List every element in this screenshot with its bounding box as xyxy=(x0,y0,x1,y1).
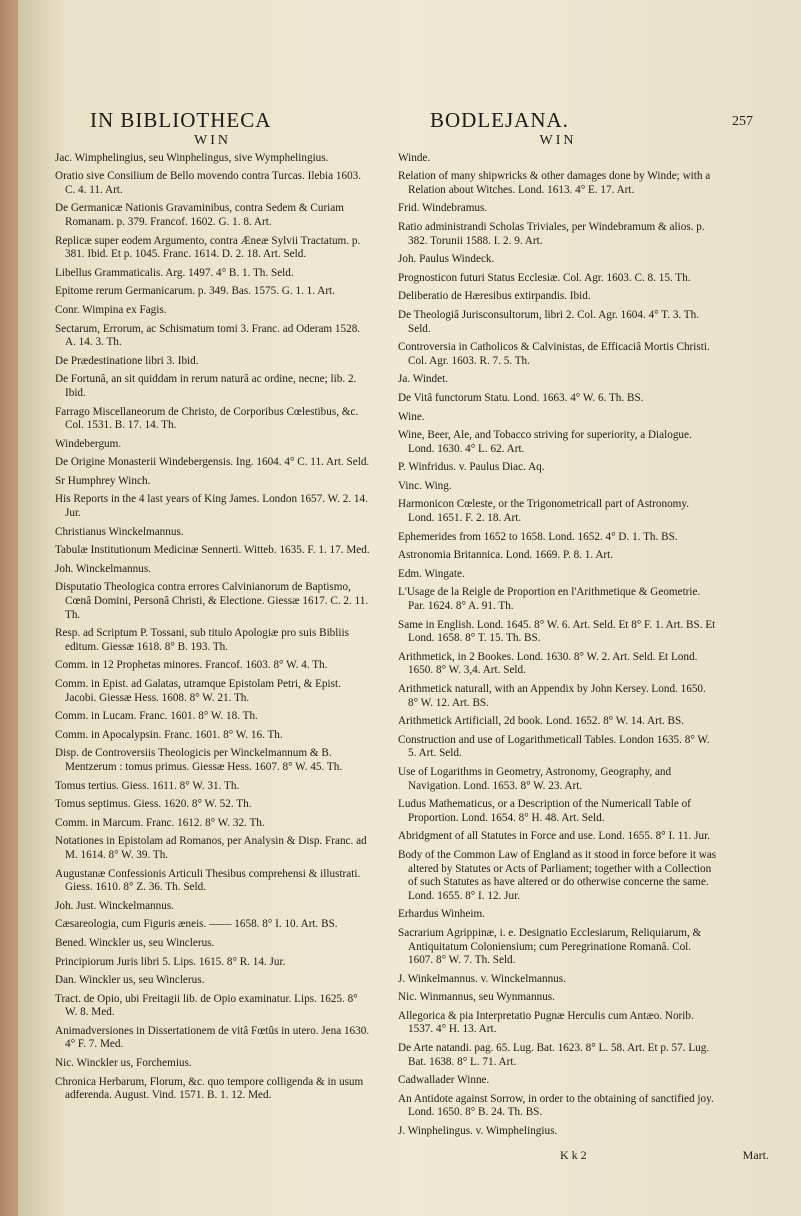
left-catalogue-entry: Principiorum Juris libri 5. Lips. 1615. 8° R. 14. Jur. xyxy=(55,955,286,968)
left-column-title: WIN xyxy=(194,133,231,148)
left-catalogue-entry: Christianus Winckelmannus. xyxy=(55,525,184,538)
right-catalogue-entry: Nic. Winmannus, seu Wynmannus. xyxy=(398,991,555,1004)
right-catalogue-entry: Ratio administrandi Scholas Triviales, per Windebramum & alios. p. 382. Torunii 1588. I. 2. 9. Art. xyxy=(398,220,705,247)
left-catalogue-entry: Replicæ super eodem Argumento, contra Æneæ Sylvii Tractatum. p. 381. Ibid. Et p. 1045. Franc. 1614. D. 2. 18. Art. Seld. xyxy=(55,234,361,261)
left-catalogue-entry: De Origine Monasterii Windebergensis. Ing. 1604. 4° C. 11. Art. Seld. xyxy=(55,456,370,469)
right-catalogue-entry: Arithmetick, in 2 Bookes. Lond. 1630. 8° W. 2. Art. Seld. Et Lond. 1650. 8° W. 3,4. Art. Seld. xyxy=(398,650,698,677)
right-catalogue-entry: Astronomia Britannica. Lond. 1669. P. 8. 1. Art. xyxy=(398,549,614,562)
left-catalogue-entry: Animadversiones in Dissertationem de vitâ Fœtûs in utero. Jena 1630. 4° F. 7. Med. xyxy=(55,1024,370,1051)
right-catalogue-entry: Body of the Common Law of England as it stood in force before it was altered by Statutes or Acts of Parliament; together with a Collection of such Statutes as have altered or do otherwise concerne the same. Lond. 1655. 8° I. 12. Jur. xyxy=(398,848,717,902)
right-catalogue-entry: Erhardus Winheim. xyxy=(398,908,485,921)
right-entry-list xyxy=(398,152,718,1139)
right-catalogue-entry: J. Winphelingus. v. Wimphelingius. xyxy=(398,1125,558,1138)
left-catalogue-entry: Epitome rerum Germanicarum. p. 349. Bas. 1575. G. 1. 1. Art. xyxy=(55,285,335,298)
right-catalogue-entry: Frid. Windebramus. xyxy=(398,202,488,215)
right-catalogue-entry: Same in English. Lond. 1645. 8° W. 6. Art. Seld. Et 8° F. 1. Art. BS. Et Lond. 1658. 8° T. 15. Th. BS. xyxy=(398,618,716,645)
left-catalogue-entry: His Reports in the 4 last years of King James. London 1657. W. 2. 14. Jur. xyxy=(55,493,368,520)
right-catalogue-entry: Use of Logarithms in Geometry, Astronomy, Geography, and Navigation. Lond. 1653. 8° W. 23. Art. xyxy=(398,765,672,792)
left-catalogue-entry: Bened. Winckler us, seu Winclerus. xyxy=(55,936,215,949)
left-catalogue-entry: Chronica Herbarum, Florum, &c. quo tempore colligenda & in usum adferenda. August. Vind. 1571. B. 1. 12. Med. xyxy=(55,1075,364,1102)
header-right: BODLEJANA. xyxy=(430,108,569,132)
right-catalogue-entry: Relation of many shipwricks & other damages done by Winde; with a Relation about Witches. Lond. 1613. 4° E. 17. Art. xyxy=(398,170,711,196)
left-catalogue-entry: Disp. de Controversiis Theologicis per Winckelmannum & B. Mentzerum : tomus primus. Giessæ Hess. 1607. 8° W. 45. Th. xyxy=(55,747,343,773)
right-catalogue-entry: Abridgment of all Statutes in Force and use. Lond. 1655. 8° I. 11. Jur. xyxy=(398,830,710,843)
left-catalogue-entry: Jac. Wimphelingius, seu Winphelingus, sive Wymphelingius. xyxy=(55,151,329,164)
right-catalogue-entry: Winde. xyxy=(398,151,431,164)
left-catalogue-entry: Comm. in 12 Prophetas minores. Francof. 1603. 8° W. 4. Th. xyxy=(55,659,328,672)
right-catalogue-entry: Sacrarium Agrippinæ, i. e. Designatio Ecclesiarum, Reliquiarum, & Antiquitatum Coloniensium; cum Peregrinatione Romanâ. Col. 1607. 8° W. 7. Th. Seld. xyxy=(398,926,702,967)
right-catalogue-entry: J. Winkelmannus. v. Winckelmannus. xyxy=(398,972,566,985)
left-catalogue-entry: Joh. Winckelmannus. xyxy=(55,562,151,575)
right-column xyxy=(398,134,718,1144)
page-footer xyxy=(560,1148,769,1163)
right-catalogue-entry: Wine. xyxy=(398,410,425,423)
right-catalogue-entry: Deliberatio de Hæresibus extirpandis. Ibid. xyxy=(398,290,591,303)
left-catalogue-entry: Comm. in Apocalypsin. Franc. 1601. 8° W. 16. Th. xyxy=(55,728,283,741)
header-left: IN BIBLIOTHECA xyxy=(90,108,272,132)
left-catalogue-entry: Comm. in Lucam. Franc. 1601. 8° W. 18. Th. xyxy=(55,710,258,723)
left-catalogue-entry: De Fortunâ, an sit quiddam in rerum naturâ ac ordine, necne; lib. 2. Ibid. xyxy=(55,373,357,399)
left-catalogue-entry: Sr Humphrey Winch. xyxy=(55,474,151,487)
left-catalogue-entry: Tomus septimus. Giess. 1620. 8° W. 52. Th. xyxy=(55,798,252,811)
right-catalogue-entry: Ephemerides from 1652 to 1658. Lond. 1652. 4° D. 1. Th. BS. xyxy=(398,530,678,543)
left-catalogue-entry: Sectarum, Errorum, ac Schismatum tomi 3. Franc. ad Oderam 1528. A. 14. 3. Th. xyxy=(55,322,361,349)
right-catalogue-entry: L'Usage de la Reigle de Proportion en l'Arithmetique & Geometrie. Par. 1624. 8° A. 91. Th. xyxy=(398,586,701,613)
right-catalogue-entry: An Antidote against Sorrow, in order to the obtaining of sanctified joy. Lond. 1650. 8° B. 24. Th. BS. xyxy=(398,1092,714,1119)
left-catalogue-entry: Tract. de Opio, ubi Freitagii lib. de Opio examinatur. Lips. 1625. 8° W. 8. Med. xyxy=(55,992,358,1019)
right-catalogue-entry: Ludus Mathematicus, or a Description of the Numericall Table of Proportion. Lond. 1654. 8° H. 48. Art. Seld. xyxy=(398,798,691,824)
right-catalogue-entry: De Vitâ functorum Statu. Lond. 1663. 4° W. 6. Th. BS. xyxy=(398,391,644,404)
left-entry-list xyxy=(55,152,370,1103)
left-catalogue-entry: Farrago Miscellaneorum de Christo, de Corporibus Cœlestibus, &c. Col. 1531. B. 17. 14. Th. xyxy=(55,405,359,432)
left-catalogue-entry: Nic. Winckler us, Forchemius. xyxy=(55,1057,192,1070)
right-catalogue-entry: Wine, Beer, Ale, and Tobacco striving for superiority, a Dialogue. Lond. 1630. 4° L. 62. Art. xyxy=(398,429,692,455)
left-catalogue-entry: Comm. in Marcum. Franc. 1612. 8° W. 32. Th. xyxy=(55,816,265,829)
left-catalogue-entry: Tabulæ Institutionum Medicinæ Sennerti. Witteb. 1635. F. 1. 17. Med. xyxy=(55,544,370,557)
catchword: Mart. xyxy=(742,1148,769,1162)
right-catalogue-entry: Joh. Paulus Windeck. xyxy=(398,253,495,266)
right-column-title: WIN xyxy=(539,133,577,148)
right-catalogue-entry: Arithmetick naturall, with an Appendix by John Kersey. Lond. 1650. 8° W. 12. Art. BS. xyxy=(398,683,706,709)
right-catalogue-entry: De Arte natandi. pag. 65. Lug. Bat. 1623. 8° L. 58. Art. Et p. 57. Lug. Bat. 1638. 8° L. 71. Art. xyxy=(398,1042,710,1068)
left-catalogue-entry: Oratio sive Consilium de Bello movendo contra Turcas. Ilebia 1603. C. 4. 11. Art. xyxy=(55,170,362,196)
left-catalogue-entry: Notationes in Epistolam ad Romanos, per Analysin & Disp. Franc. ad M. 1614. 8° W. 39. Th. xyxy=(55,835,367,861)
left-catalogue-entry: Augustanæ Confessionis Articuli Thesibus comprehensi & illustrati. Giess. 1610. 8° Z. 36. Th. Seld. xyxy=(55,867,361,894)
left-catalogue-entry: Windebergum. xyxy=(55,437,122,450)
left-catalogue-entry: Cæsareologia, cum Figuris æneis. —— 1658. 8° I. 10. Art. BS. xyxy=(55,918,338,931)
left-catalogue-entry: Joh. Just. Winckelmannus. xyxy=(55,899,174,912)
left-catalogue-entry: Comm. in Epist. ad Galatas, utramque Epistolam Petri, & Epist. Jacobi. Giessæ Hess. 1608. 8° W. 21. Th. xyxy=(55,678,341,704)
left-catalogue-entry: Tomus tertius. Giess. 1611. 8° W. 31. Th. xyxy=(55,779,240,792)
left-catalogue-entry: De Germanicæ Nationis Gravaminibus, contra Sedem & Curiam Romanam. p. 379. Francof. 1602. G. 1. 8. Art. xyxy=(55,202,344,228)
left-catalogue-entry: Dan. Winckler us, seu Winclerus. xyxy=(55,974,205,987)
right-catalogue-entry: De Theologiâ Jurisconsultorum, libri 2. Col. Agr. 1604. 4° T. 3. Th. Seld. xyxy=(398,308,700,335)
left-catalogue-entry: Libellus Grammaticalis. Arg. 1497. 4° B. 1. Th. Seld. xyxy=(55,266,294,279)
left-column xyxy=(55,134,370,1108)
right-catalogue-entry: Arithmetick Artificiall, 2d book. Lond. 1652. 8° W. 14. Art. BS. xyxy=(398,715,685,728)
right-catalogue-entry: P. Winfridus. v. Paulus Diac. Aq. xyxy=(398,461,545,474)
right-catalogue-entry: Vinc. Wing. xyxy=(398,479,452,492)
right-catalogue-entry: Prognosticon futuri Status Ecclesiæ. Col. Agr. 1603. C. 8. 15. Th. xyxy=(398,271,691,284)
right-catalogue-entry: Construction and use of Logarithmeticall Tables. London 1635. 8° W. 5. Art. Seld. xyxy=(398,733,710,760)
right-catalogue-entry: Harmonicon Cœleste, or the Trigonometricall part of Astronomy. Lond. 1651. F. 2. 18. Art. xyxy=(398,498,690,525)
signature-mark: K k 2 xyxy=(560,1148,587,1162)
left-catalogue-entry: Resp. ad Scriptum P. Tossani, sub titulo Apologiæ pro suis Bibliis editum. Giessæ 1618. 8° B. 193. Th. xyxy=(55,627,349,653)
right-catalogue-entry: Cadwallader Winne. xyxy=(398,1074,490,1087)
page-number: 257 xyxy=(732,114,753,129)
left-catalogue-entry: Disputatio Theologica contra errores Calvinianorum de Baptismo, Cœnâ Domini, Personâ Christi, & Electione. Giessæ 1617. C. 2. 11. Th. xyxy=(55,581,369,621)
left-catalogue-entry: De Prædestinatione libri 3. Ibid. xyxy=(55,354,199,367)
right-catalogue-entry: Allegorica & pia Interpretatio Pugnæ Herculis cum Antæo. Norib. 1537. 4° H. 13. Art. xyxy=(398,1009,694,1036)
right-catalogue-entry: Edm. Wingate. xyxy=(398,567,465,580)
left-catalogue-entry: Conr. Wimpina ex Fagis. xyxy=(55,303,167,316)
right-catalogue-entry: Controversia in Catholicos & Calvinistas, de Efficaciâ Mortis Christi. Col. Agr. 1603. R. 7. 5. Th. xyxy=(398,341,710,367)
right-catalogue-entry: Ja. Windet. xyxy=(398,373,448,386)
